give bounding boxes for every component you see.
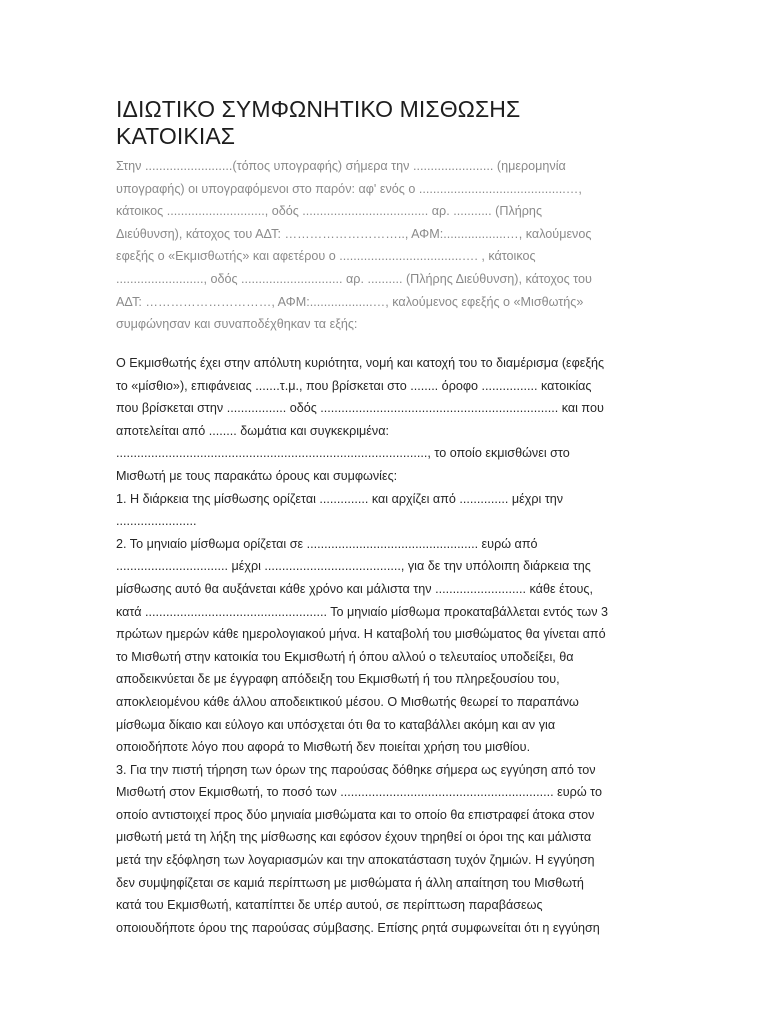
text-line: Ο Εκμισθωτής έχει στην απόλυτη κυριότητα, νομή και κατοχή του το διαμέρισμα (εφεξής	[116, 356, 605, 370]
text-line: αποκλειομένου κάθε άλλου αποδεικτικού μέσου. Ο Μισθωτής θεωρεί το παραπάνω	[116, 694, 579, 709]
text-line: πρώτων ημερών κάθε ημερολογιακού μήνα. Η καταβολή του μισθώματος θα γίνεται από	[116, 627, 606, 642]
text-line: μίσθωμα δίκαιο και εύλογο και υπόσχεται ότι θα το καταβάλλει ακόμη και αν για	[116, 717, 556, 732]
text-line: συμφώνησαν και συναποδέχθηκαν τα εξής:	[116, 317, 358, 332]
intro-paragraph	[116, 155, 656, 336]
text-line: 2. Το μηνιαίο μίσθωμα ορίζεται σε ................................................. ευρώ από	[116, 536, 538, 551]
text-line: 1. Η διάρκεια της μίσθωσης ορίζεται .............. και αρχίζει από .............. μέχρι την	[116, 491, 564, 506]
text-line: 3. Για την πιστή τήρηση των όρων της παρούσας δόθηκε σήμερα ως εγγύηση από τον	[116, 762, 596, 777]
text-line: κατά .................................................... Το μηνιαίο μίσθωμα προκαταβάλλεται εντός των 3	[116, 604, 609, 619]
text-line: υπογραφής) οι υπογραφόμενοι στο παρόν: αφ' ενός ο ..........................................…,	[116, 181, 582, 196]
text-line: Διεύθυνση), κάτοχος του ΑΔΤ: ……………………….., ΑΦΜ:..................…, καλούμενος	[116, 226, 592, 241]
text-line: .......................	[116, 514, 197, 529]
text-line: αποδεικνύεται δε με έγγραφη απόδειξη του Εκμισθωτή ή του πληρεξουσίου του,	[116, 672, 560, 687]
text-line: ................................ μέχρι ......................................., για δε την υπόλοιπη διάρκεια της	[116, 559, 591, 574]
text-line: ........................., οδός ............................. αρ. .......... (Πλήρης Διεύθυνση), κάτοχος του	[116, 271, 592, 286]
contract-body	[116, 352, 656, 939]
text-line: κάτοικος ............................, οδός .................................... αρ. ........... (Πλήρης	[116, 204, 543, 219]
text-line: οποίο αντιστοιχεί προς δύο μηνιαία μισθώματα και το οποίο θα επιστραφεί άτοκα στον	[116, 807, 595, 822]
text-line: Μισθωτή στον Εκμισθωτή, το ποσό των ............................................................. ευρώ το	[116, 785, 602, 800]
text-line: μίσθωσης αυτό θα αυξάνεται κάθε χρόνο και μάλιστα την .......................... κάθε έτους,	[116, 581, 593, 596]
text-line: μισθωτή μετά τη λήξη της μίσθωσης και εφόσον έχουν τηρηθεί οι όροι της και μάλιστα	[116, 830, 592, 845]
text-line: κατά του Εκμισθωτή, καταπίπτει δε υπέρ αυτού, σε περίπτωση παραβάσεως	[116, 898, 543, 913]
title-line: ΙΔΙΩΤΙΚΟ ΣΥΜΦΩΝΗΤΙΚΟ ΜΙΣΘΩΣΗΣ	[116, 96, 521, 122]
text-line: μετά την εξόφληση των λογαριασμών και την αποκατάσταση τυχόν ζημιών. Η εγγύηση	[116, 853, 595, 868]
text-line: ........................................................................................., το οποίο εκμισθώνει στο	[116, 446, 570, 461]
text-line: Μισθωτή με τους παρακάτω όρους και συμφωνίες:	[116, 468, 398, 483]
document-title	[116, 96, 676, 150]
text-line: που βρίσκεται στην ................. οδός .................................................................... και που	[116, 401, 604, 416]
text-line: οποιουδήποτε όρου της παρούσας σύμβασης. Επίσης ρητά συμφωνείται ότι η εγγύηση	[116, 920, 600, 935]
text-line: οποιοδήποτε λόγο που αφορά το Μισθωτή δεν ποιείται χρήση του μισθίου.	[116, 740, 531, 755]
text-line: το «μίσθιο»), επιφάνειας .......τ.μ., που βρίσκεται στο ........ όροφο ................ κατοικίας	[116, 378, 592, 393]
text-line: αποτελείται από ........ δωμάτια και συγκεκριμένα:	[116, 423, 389, 438]
text-line: εφεξής ο «Εκμισθωτής» και αφετέρου ο ...................................…. , κάτοικος	[116, 249, 536, 264]
text-line: ΑΔΤ: …………………………, ΑΦΜ:..................…, καλούμενος εφεξής ο «Μισθωτής»	[116, 294, 584, 309]
text-line: το Μισθωτή στην κατοικία του Εκμισθωτή ή όπου αλλού ο τελευταίος υποδείξει, θα	[116, 649, 574, 664]
text-line: δεν συμψηφίζεται σε καμιά περίπτωση με μισθώματα ή άλλη απαίτηση του Μισθωτή	[116, 875, 584, 890]
text-line: Στην .........................(τόπος υπογραφής) σήμερα την ....................... (ημερομηνία	[116, 159, 566, 173]
title-line: ΚΑΤΟΙΚΙΑΣ	[116, 123, 236, 149]
